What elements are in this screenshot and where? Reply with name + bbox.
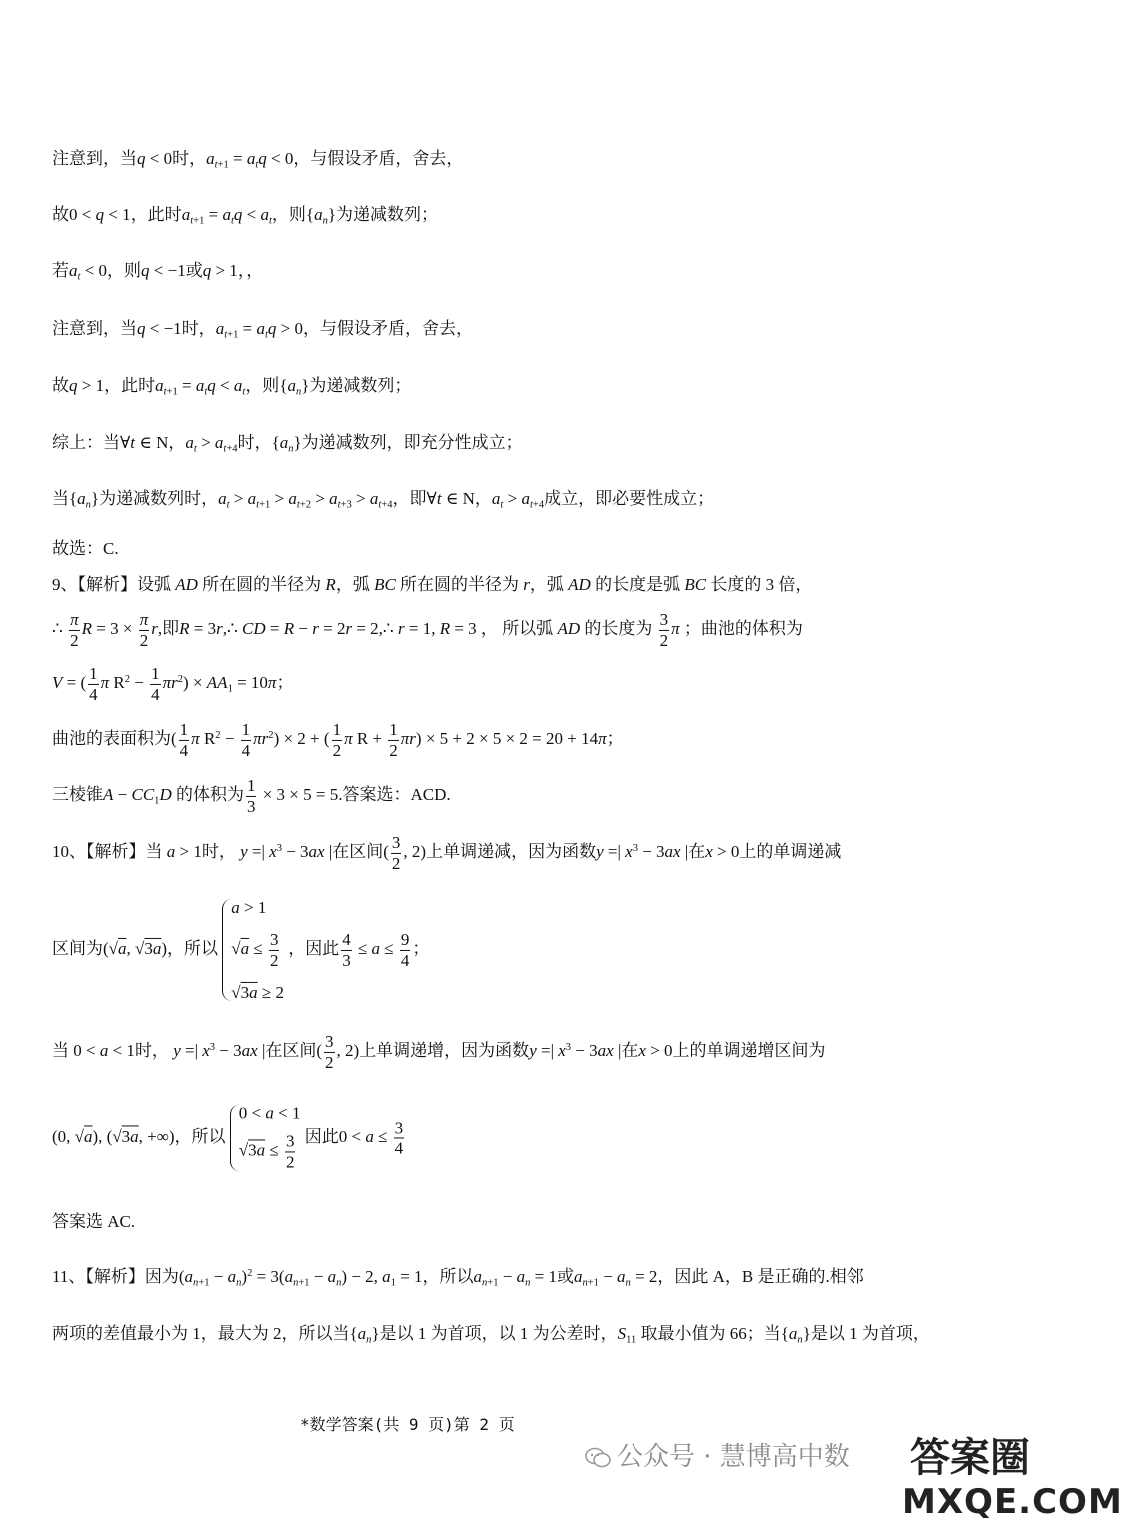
text-line-6: 综上：当∀t ∈ N，$a_t > a_{t+4}$时，$\{a_n\}$为递减数列，即充分性成立； (52, 433, 523, 455)
wechat-watermark (585, 1436, 850, 1473)
wechat-account-label: 公众号 · 慧博高中数 (617, 1442, 850, 1472)
text-line-1: 注意到，当q < 0时，$a_{t+1} = a_tq < 0$，与假设矛盾，舍去， (52, 149, 464, 171)
wechat-icon (585, 1447, 611, 1469)
text-line-8: 故选：C. (52, 539, 119, 558)
text-line-10: ∴ $\frac{\pi}{2}$ R = 3 × $\frac{\pi}{2}$ r,即R = 3r,∴ CD = R − r = 2r = 2,∴ r = 1, R = 3 ， 所以弧 AD 的长度为 $\frac{3}{2}$ π ；曲池的体积为 (52, 609, 803, 650)
text-line-19: 11、【解析】因为$(a_{n+1} - a_n)^2 = 3(a_{n+1} - a_n) - 2$, $a_1 = 1$，所以$a_{n+1} - a_n = 1$或$a_{n+1} - a_n = 2$，因此 A，B 是正确的.相邻 (52, 1267, 864, 1289)
text-line-14: 10、【解析】当 a > 1时， y =| $x^3 - 3ax$ |在区间( $\frac{3}{2}$ , 2)上单调递减，因为函数y =| $x^3 - 3ax$ |在x > 0上的单调递减 (52, 832, 842, 873)
text-line-9: 9、【解析】设弧 AD 所在圆的半径为 R，弧 BC 所在圆的半径为 r，弧 AD 的长度是弧 BC 长度的 3 倍， (52, 575, 813, 594)
text-line-11: V = ( $\frac{1}{4}$ π $R^2$ − $\frac{1}{4}$ $\pi r^2) \times AA_1 = 10\pi$； (52, 663, 294, 704)
page-footer: *数学答案(共 9 页)第 2 页 (300, 1415, 515, 1434)
text-line-3: 若$a_t < 0$，则q < −1或q > 1，， (52, 261, 264, 283)
text-line-12: 曲池的表面积为( $\frac{1}{4}$ π $R^2$ − $\frac{1}{4}$ $\pi r^2) \times 2$ + ( $\frac{1}{2}$ π R + $\frac{1}{2}$ πr) × 5 + 2 × 5 × 2 = 20 + 14π； (52, 719, 624, 760)
logo-domain: MXQE.COM (902, 1482, 1123, 1522)
text-line-7: 当$\{a_n\}$为递减数列时，$a_t > a_{t+1} > a_{t+2} > a_{t+3} > a_{t+4}$，即∀t ∈ N，$a_t > a_{t+4}$成立，即必要性成立； (52, 489, 715, 511)
text-line-18: 答案选 AC. (52, 1212, 136, 1231)
text-line-13: 三棱锥$A - CC_1D$ 的体积为 $\frac{1}{3}$ × 3 × 5 = 5.答案选：ACD. (52, 775, 451, 816)
inequality-system-1: a > 1 √a ≤ $\frac{3}{2}$ √3a ≥ 2 (222, 899, 284, 1001)
text-line-4: 注意到，当q < −1时，$a_{t+1} = a_tq > 0$，与假设矛盾，舍去， (52, 319, 473, 341)
text-line-16: 当 0 < a < 1时， y =| $x^3 - 3ax$ |在区间( $\frac{3}{2}$ , 2)上单调递增，因为函数y =| $x^3 - 3ax$ |在x > 0上的单调递增区间为 (52, 1031, 826, 1072)
text-line-5: 故q > 1，此时$a_{t+1} = a_tq < a_t$，则$\{a_n\}$为递减数列； (52, 376, 412, 398)
logo-text: 答案圈 (910, 1435, 1030, 1481)
inequality-system-2: 0 < a < 1 √3a ≤ $\frac{3}{2}$ (230, 1104, 301, 1171)
text-line-15: 区间为(√a, √3a)，所以 a > 1 √a ≤ $\frac{3}{2}$ √3a ≥ 2 ，因此 $\frac{4}{3}$ ≤ a ≤ $\frac{9}{4}$ ； (52, 897, 430, 1003)
text-line-2: 故0 < q < 1，此时$a_{t+1} = a_tq < a_t$，则$\{a_n\}$为递减数列； (52, 205, 439, 227)
text-line-17: (0, √a), (√3a, +∞)，所以 0 < a < 1 √3a ≤ $\frac{3}{2}$ 因此0 < a ≤ $\frac{3}{4}$ (52, 1103, 404, 1171)
text-line-20: 两项的差值最小为 1，最大为 2，所以当$\{a_n\}$是以 1 为首项，以 1 为公差时，$S_{11}$ 取最小值为 66；当$\{a_n\}$是以 1 为首项， (52, 1324, 930, 1346)
site-logo (896, 1418, 1123, 1526)
